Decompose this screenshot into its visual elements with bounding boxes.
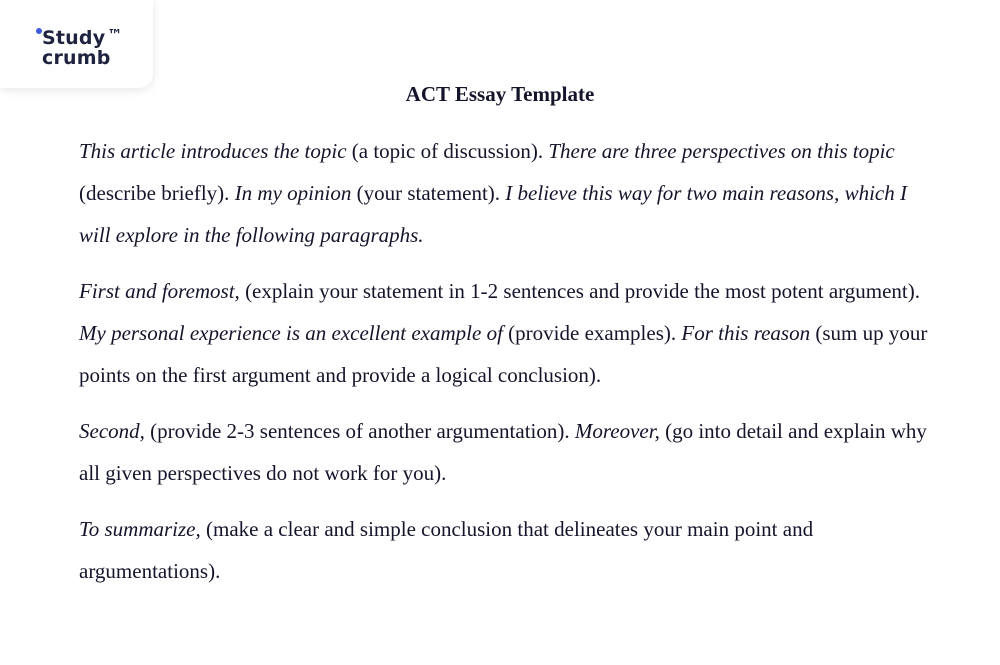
- phrase: Moreover,: [574, 419, 660, 443]
- trademark-symbol: ™: [107, 26, 123, 44]
- paragraph-second-argument: [79, 410, 939, 494]
- phrase: There are three perspectives on this topic: [548, 139, 895, 163]
- phrase: To summarize,: [79, 517, 201, 541]
- phrase: My personal experience is an excellent example of: [79, 321, 503, 345]
- logo-card: [0, 0, 153, 88]
- logo: [42, 25, 122, 68]
- logo-word-crumb: crumb: [42, 47, 111, 69]
- page-title: ACT Essay Template: [405, 82, 595, 106]
- phrase: Second,: [79, 419, 145, 443]
- paragraph-first-argument: [79, 270, 939, 396]
- paragraph-conclusion: [79, 508, 939, 592]
- placeholder-text: (explain your statement in 1-2 sentences and provide the most potent argument).: [239, 279, 920, 303]
- placeholder-text: (a topic of discussion).: [346, 139, 549, 163]
- placeholder-text: (make a clear and simple conclusion that delineates your main point and argumentations).: [79, 517, 814, 583]
- paragraph-introduction: [79, 130, 939, 256]
- placeholder-text: (go into detail and explain why all given perspectives do not work for you).: [79, 419, 927, 485]
- placeholder-text: (provide examples).: [502, 321, 682, 345]
- placeholder-text: (describe briefly).: [79, 181, 235, 205]
- phrase: This article introduces the topic: [79, 139, 347, 163]
- phrase: First and foremost,: [79, 279, 240, 303]
- phrase: For this reason: [681, 321, 811, 345]
- phrase: I believe this way for two main reasons, which I will explore in the following paragraphs.: [79, 181, 907, 247]
- essay-template-body: [79, 130, 939, 606]
- placeholder-text: (sum up your points on the first argument and provide a logical conclusion).: [79, 321, 928, 387]
- placeholder-text: (your statement).: [351, 181, 506, 205]
- phrase: In my opinion: [234, 181, 352, 205]
- logo-word-study: Study: [42, 27, 106, 49]
- placeholder-text: (provide 2-3 sentences of another argumentation).: [144, 419, 575, 443]
